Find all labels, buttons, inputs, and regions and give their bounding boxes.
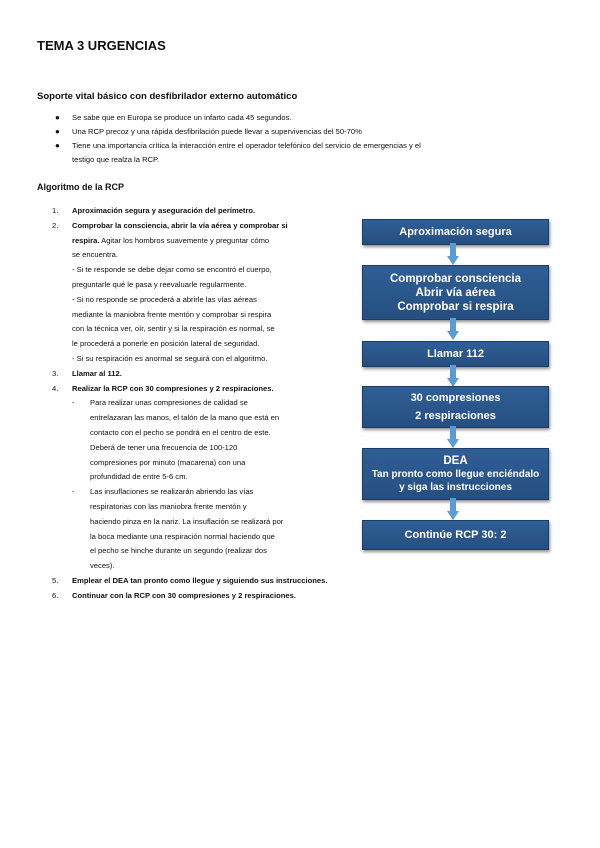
step-4: 4. Realizar la RCP con 30 compresiones y 2 respiraciones. - Para realizar unas compresiones de calidad se entrelazaran las manos, el talón de la mano que está en contacto con el pecho se pondrá en el centro de este. Deberá de tener una frecuencia de 100-120 compresiones por minuto (macarena) con una profundidad de entre 5-6 cm. - Las insuflaciones se realizarán abriendo las vías respiratorias con las maniobra frente mentón y haciendo pinza en la nariz. La insuflación se realizará por la boca mediante una respiración normal haciendo que el pecho se hinche durante un segundo (realizar dos veces).: [52, 382, 352, 574]
bullet-dot-icon: ●: [55, 141, 60, 150]
flow-arrow-down-icon: [447, 318, 459, 340]
step-1: 1. Aproximación segura y aseguración del perímetro.: [52, 206, 256, 215]
section-subtitle: Soporte vital básico con desfibrilador externo automático: [37, 91, 298, 102]
step-6: 6. Continuar con la RCP con 30 compresiones y 2 respiraciones.: [52, 590, 296, 600]
flow-box-continue: Continúe RCP 30: 2: [362, 520, 549, 550]
flow-box-dea: DEA Tan pronto como llegue enciéndalo y siga las instrucciones: [362, 448, 549, 500]
bullet-item: ● Tiene una importancia crítica la interacción entre el operador telefónico del servicio de emergencias y el testigo que realza la RCP.: [55, 141, 421, 164]
step-4-subitem: - Para realizar unas compresiones de calidad se entrelazaran las manos, el talón de la mano que está en contacto con el pecho se pondrá en el centro de este. Deberá de tener una frecuencia de 100-120 compresiones por minuto (macarena) con una profundidad de entre 5-6 cm.: [72, 398, 280, 482]
algorithm-steps: [52, 204, 352, 604]
flow-box-check: Comprobar consciencia Abrir vía aérea Comprobar si respira: [362, 265, 549, 320]
flow-box-approach: Aproximación segura: [362, 219, 549, 245]
flow-arrow-down-icon: [447, 498, 459, 520]
step-3: 3. Llamar al 112.: [52, 368, 122, 378]
flow-arrow-down-icon: [447, 365, 459, 387]
page-title: TEMA 3 URGENCIAS: [37, 38, 166, 53]
bullet-item: ● Una RCP precoz y una rápida desfibrilación puede llevar a supervivencias del 50-70%: [55, 125, 555, 139]
flow-box-call: Llamar 112: [362, 341, 549, 367]
flow-arrow-down-icon: [447, 243, 459, 265]
step-5: 5. Emplear el DEA tan pronto como llegue y siguiendo sus instrucciones.: [52, 575, 328, 585]
bullet-dot-icon: ●: [55, 127, 60, 136]
bullet-dot-icon: ●: [55, 113, 60, 122]
step-4-subitem: - Las insuflaciones se realizarán abriendo las vías respiratorias con las maniobra frente mentón y haciendo pinza en la nariz. La insuflación se realizará por la boca mediante una respiración normal haciendo que el pecho se hinche durante un segundo (realizar dos veces).: [72, 487, 284, 571]
flow-arrow-down-icon: [447, 426, 459, 448]
flow-box-cpr: 30 compresiones 2 respiraciones: [362, 386, 549, 428]
intro-bullet-list: [55, 111, 555, 167]
bullet-item: ● Se sabe que en Europa se produce un infarto cada 45 segundos.: [55, 111, 555, 125]
step-2: 2. Comprobar la consciencia, abrir la vía aérea y comprobar si respira. Agitar los hombros suavemente y preguntar cómo se encuentra. - Si te responde se debe dejar como se encontró el cuerpo, preguntarle qué le pasa y reevaluarle regularmente. - Si no responde se procederá a abrirle las vías aéreas mediante la maniobra frente mentón y comprobar si respira con la técnica ver, oír, sentir y si la respiración es normal, se le procederá a ponerle en posición lateral de seguridad. - Si su respiración es anormal se seguirá con el algoritmo.: [52, 220, 288, 363]
algorithm-title: Algoritmo de la RCP: [37, 182, 125, 192]
